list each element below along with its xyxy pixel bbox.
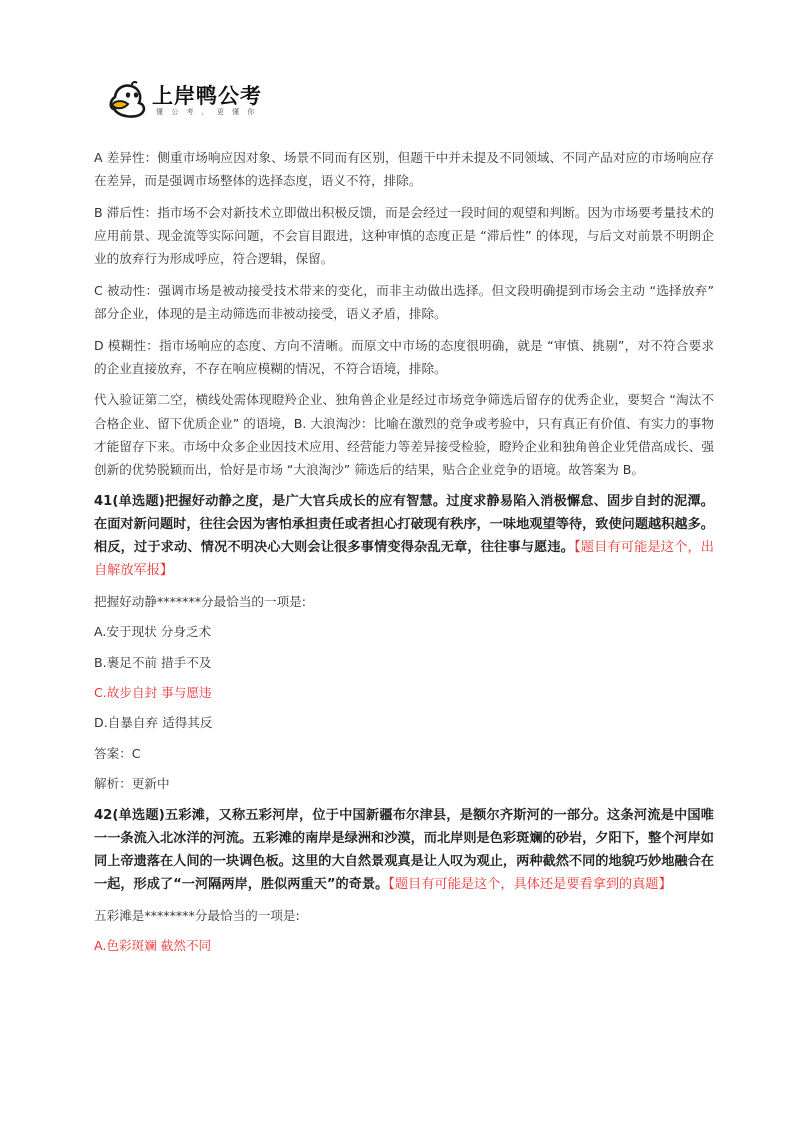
question-41-note: 【题目有可能是这个，出自解放军报】 xyxy=(94,540,714,579)
question-41-option-b: B.裹足不前 措手不及 xyxy=(94,654,212,670)
question-41-answer: 答案：C xyxy=(94,745,141,761)
option-d-explanation: D 模糊性：指市场响应的态度、方向不清晰。而原文中市场的态度很明确，就是 “审慎、挑剔”，对不符合要求的企业直接放弃，不存在响应模糊的情况，不符合语境，排除。 xyxy=(94,337,714,376)
question-42-prompt: 五彩滩是********分最恰当的一项是: xyxy=(94,907,300,923)
question-42-note: 【题目有可能是这个，具体还是要看拿到的真题】 xyxy=(388,877,672,893)
question-41-stem xyxy=(94,490,714,583)
question-41-text: 41(单选题)把握好动静之度，是广大官兵成长的应有智慧。过度求静易陷入消极懈怠、固步自封的泥潭。在面对新问题时，往往会因为害怕承担责任或者担心打破现有秩序，一味地观望等待，致使问题越积越多。相反，过于求动、情况不明决心大则会让很多事情变得杂乱无章，往往事与愿违。 xyxy=(94,493,714,555)
brand-logo xyxy=(106,78,262,122)
option-a-explanation: A 差异性：侧重市场响应因对象、场景不同而有区别，但题干中并未提及不同领域、不同产品对应的市场响应存在差异，而是强调市场整体的选择态度，语义不符，排除。 xyxy=(94,150,714,189)
brand-slogan: 懂 公 考 ， 更 懂 你 xyxy=(156,107,258,116)
question-41-option-a: A.安于现状 分身乏术 xyxy=(94,624,212,640)
question-41-prompt: 把握好动静*******分最恰当的一项是: xyxy=(94,593,307,609)
duck-mascot-icon xyxy=(106,79,148,121)
option-c-explanation: C 被动性：强调市场是被动接受技术带来的变化，而非主动做出选择。但文段明确提到市场会主动 “选择放弃” 部分企业，体现的是主动筛选而非被动接受，语义矛盾，排除。 xyxy=(94,282,714,321)
question-41-analysis: 解析：更新中 xyxy=(94,776,170,792)
question-42-option-a: A.色彩斑斓 截然不同 xyxy=(94,938,212,954)
question-42-stem xyxy=(94,804,714,897)
question-42-text: 42(单选题)五彩滩，又称五彩河岸，位于中国新疆布尔津县，是额尔齐斯河的一部分。这条河流是中国唯一一条流入北冰洋的河流。五彩滩的南岸是绿洲和沙漠，而北岸则是色彩斑斓的砂岩，夕阳下，整个河岸如同上帝遗落在人间的一块调色板。这里的大自然景观真是让人叹为观止，两种截然不同的地貌巧妙地融合在一起，形成了“一河隔两岸，胜似两重天”的奇景。 xyxy=(94,807,714,893)
option-b-explanation: B 滞后性：指市场不会对新技术立即做出积极反馈，而是会经过一段时间的观望和判断。因为市场要考量技术的应用前景、现金流等实际问题，不会盲目跟进，这种审慎的态度正是 “滞后性” 的体现，与后文对前景不明朗企业的放弃行为形成呼应，符合逻辑，保留。 xyxy=(94,204,714,267)
question-41-option-d: D.自暴自弃 适得其反 xyxy=(94,715,213,731)
main-content xyxy=(94,146,714,966)
brand-name: 上岸鸭公考 xyxy=(152,83,262,108)
question-41-option-c: C.故步自封 事与愿违 xyxy=(94,684,212,700)
verification-paragraph: 代入验证第二空，横线处需体现瞪羚企业、独角兽企业是经过市场竞争筛选后留存的优秀企业，要契合 “淘汰不合格企业、留下优质企业” 的语境，B. 大浪淘沙：比喻在激烈的竞争或考验中，只有真正有价值、有实力的事物才能留存下来。市场中众多企业因技术应用、经营能力等差异接受检验，瞪羚企业和独角兽企业凭借高成长、强创新的优势脱颖而出，恰好是市场 “大浪淘沙” 筛选后的结果，贴合企业竞争的语境。故答案为 B。 xyxy=(94,392,714,477)
